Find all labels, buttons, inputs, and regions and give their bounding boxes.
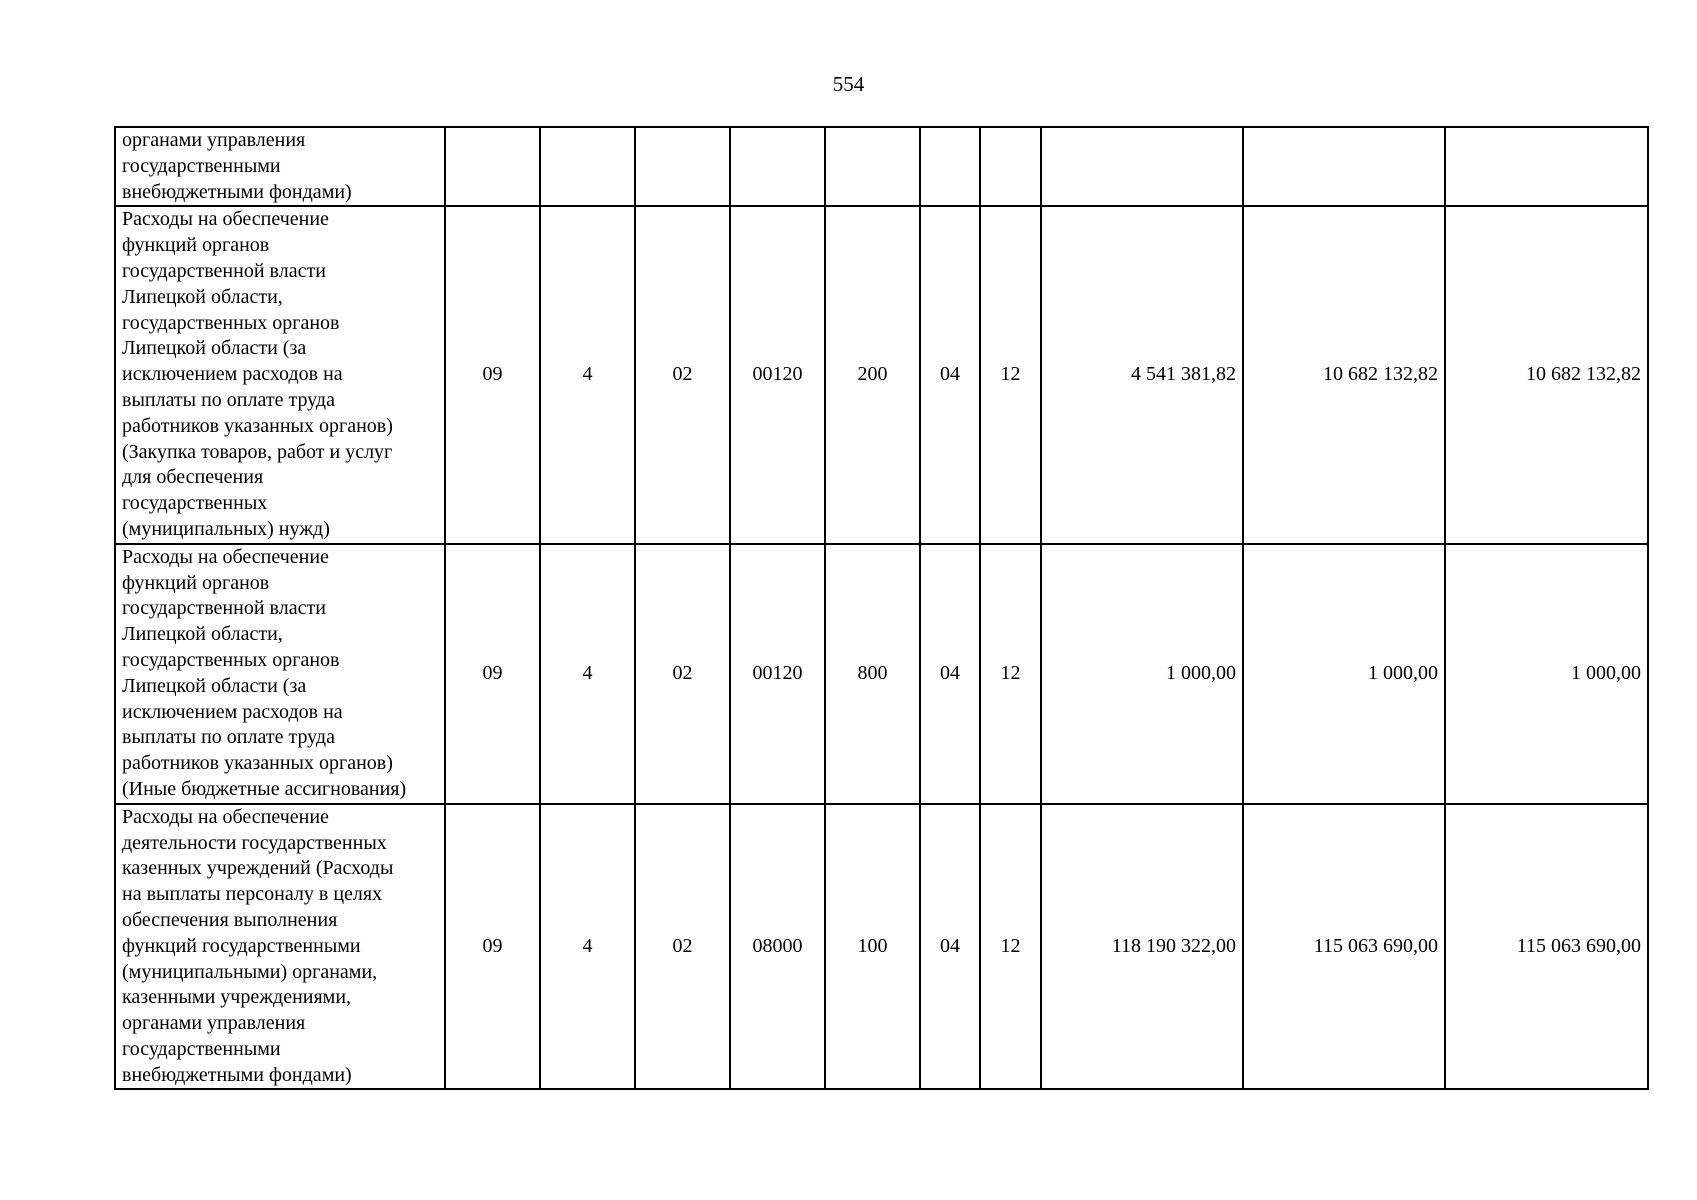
amount-cell: 118 190 322,00 [1041, 804, 1243, 1090]
amount-cell: 1 000,00 [1041, 544, 1243, 804]
row-description: Расходы на обеспечение функций органов государственной власти Липецкой области, государственных органов Липецкой области (за исключением расходов на выплаты по оплате труда работников указанных органов) (Закупка товаров, работ и услуг для обеспечения государственных (муниципальных) нужд) [122, 208, 393, 540]
table-row [115, 127, 1648, 206]
code-cell [540, 127, 635, 206]
row-description: Расходы на обеспечение функций органов государственной власти Липецкой области, государственных органов Липецкой области (за исключением расходов на выплаты по оплате труда работников указанных органов) (Иные бюджетные ассигнования) [122, 545, 407, 800]
code-cell [635, 127, 730, 206]
code-cell [980, 127, 1041, 206]
row-description-cell [115, 544, 445, 804]
code-cell: 800 [825, 544, 920, 804]
amount-cell [1041, 127, 1243, 206]
row-description-cell [115, 206, 445, 543]
amount-cell: 4 541 381,82 [1041, 206, 1243, 543]
table-row [115, 804, 1648, 1090]
row-description-cell [115, 804, 445, 1090]
row-description: органами управления государственными внебюджетными фондами) [122, 129, 352, 203]
code-cell [825, 127, 920, 206]
amount-cell: 10 682 132,82 [1445, 206, 1648, 543]
amount-cell: 1 000,00 [1243, 544, 1445, 804]
row-description: Расходы на обеспечение деятельности государственных казенных учреждений (Расходы на выплаты персоналу в целях обеспечения выполнения функций государственными (муниципальными) органами, казенными учреждениями, органами управления государственными внебюджетными фондами) [122, 805, 394, 1086]
code-cell: 12 [980, 544, 1041, 804]
code-cell: 02 [635, 544, 730, 804]
code-cell: 4 [540, 206, 635, 543]
code-cell: 04 [920, 544, 980, 804]
code-cell: 100 [825, 804, 920, 1090]
amount-cell [1445, 127, 1648, 206]
code-cell: 09 [445, 804, 540, 1090]
amount-cell: 1 000,00 [1445, 544, 1648, 804]
code-cell: 00120 [730, 206, 825, 543]
code-cell: 09 [445, 544, 540, 804]
code-cell [445, 127, 540, 206]
code-cell: 04 [920, 804, 980, 1090]
code-cell: 08000 [730, 804, 825, 1090]
code-cell: 02 [635, 804, 730, 1090]
code-cell [920, 127, 980, 206]
code-cell: 4 [540, 804, 635, 1090]
table-row [115, 206, 1648, 543]
code-cell [730, 127, 825, 206]
code-cell: 09 [445, 206, 540, 543]
amount-cell: 10 682 132,82 [1243, 206, 1445, 543]
table-row [115, 544, 1648, 804]
amount-cell: 115 063 690,00 [1243, 804, 1445, 1090]
code-cell: 04 [920, 206, 980, 543]
budget-table [114, 126, 1649, 1090]
code-cell: 00120 [730, 544, 825, 804]
code-cell: 12 [980, 804, 1041, 1090]
code-cell: 4 [540, 544, 635, 804]
row-description-cell [115, 127, 445, 206]
page-number: 554 [832, 72, 865, 96]
amount-cell [1243, 127, 1445, 206]
code-cell: 200 [825, 206, 920, 543]
code-cell: 02 [635, 206, 730, 543]
code-cell: 12 [980, 206, 1041, 543]
amount-cell: 115 063 690,00 [1445, 804, 1648, 1090]
